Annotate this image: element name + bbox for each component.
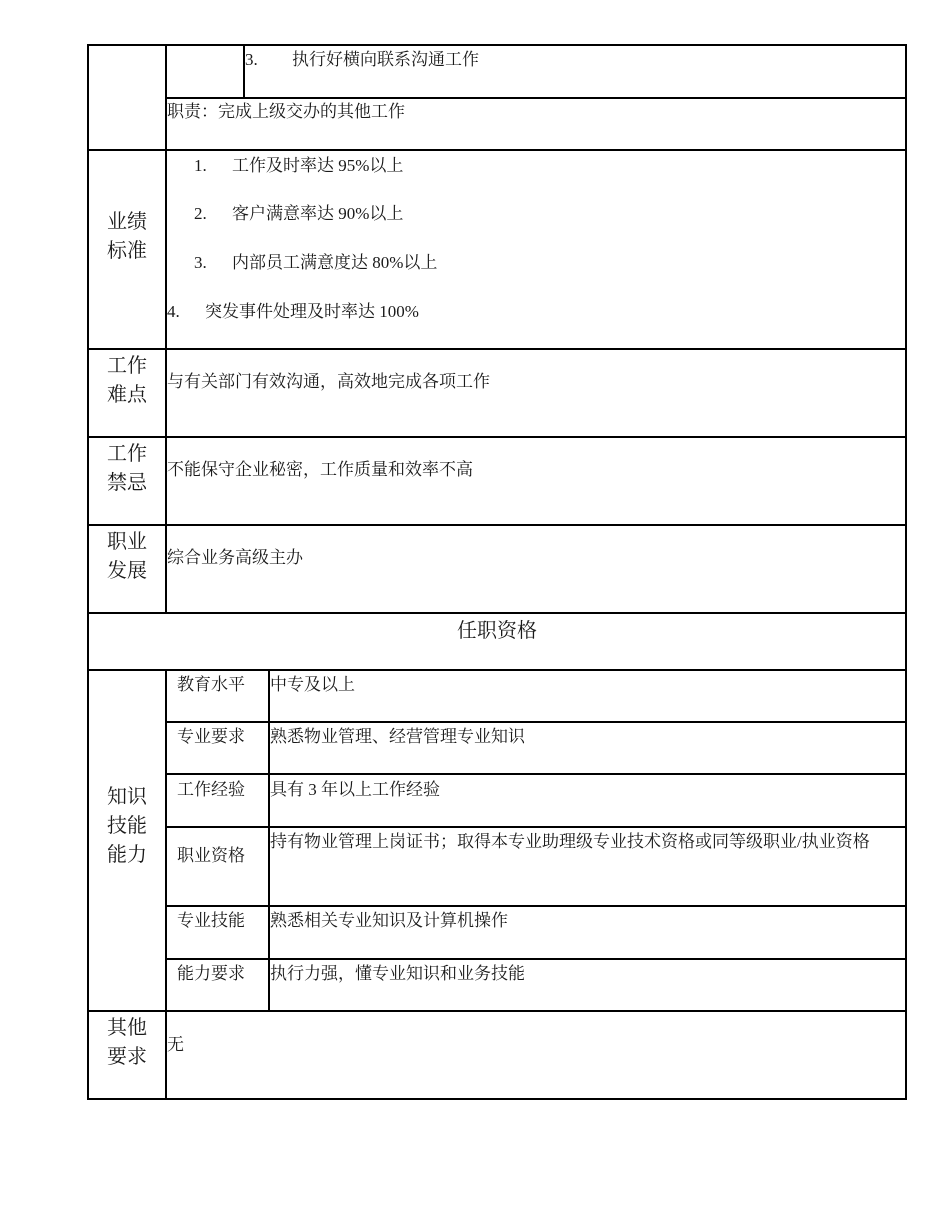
row-divider-performance [87,149,907,151]
knowledge-row-divider-4 [165,905,906,907]
row-divider-other [87,1010,907,1012]
knowledge-label-line2: 技能 [107,815,147,837]
difficulty-label-line1: 工作 [107,355,147,377]
knowledge-row-4-label: 职业资格 [177,846,245,865]
taboo-label [88,440,166,498]
table-border-right [905,44,907,1099]
performance-item-2-text: 客户满意率达 90%以上 [232,204,404,223]
difficulty-text: 与有关部门有效沟通，高效地完成各项工作 [167,372,490,391]
career-text: 综合业务高级主办 [167,548,303,567]
knowledge-row-divider-2 [165,773,906,775]
performance-item-3 [194,251,437,275]
difficulty-label [88,352,166,410]
row-divider-duty [165,97,906,99]
performance-label-line1: 业绩 [107,211,147,233]
knowledge-row-3-label: 工作经验 [177,780,245,799]
item3-number: 3. [245,50,258,69]
performance-item-3-num: 3. [194,253,207,272]
qualification-header: 任职资格 [457,620,537,642]
performance-item-1 [194,154,403,178]
performance-item-1-num: 1. [194,156,207,175]
knowledge-row-3-value: 具有 3 年以上工作经验 [270,780,440,799]
knowledge-row-2-value: 熟悉物业管理、经营管理专业知识 [270,727,525,746]
row-divider-taboo [87,436,907,438]
knowledge-row-1-label: 教育水平 [177,675,245,694]
knowledge-row-5-label: 专业技能 [177,911,245,930]
performance-label [88,208,166,266]
row-divider-knowledge [87,669,907,671]
performance-item-4-num: 4. [167,302,180,321]
taboo-label-line2: 禁忌 [107,472,147,494]
knowledge-row-divider-1 [165,721,906,723]
taboo-label-line1: 工作 [107,443,147,465]
knowledge-label [88,783,166,870]
knowledge-row-2-label: 专业要求 [177,727,245,746]
taboo-text: 不能保守企业秘密，工作质量和效率不高 [167,460,473,479]
other-label-line1: 其他 [107,1017,147,1039]
performance-item-1-text: 工作及时率达 95%以上 [232,156,404,175]
performance-label-line2: 标准 [107,240,147,262]
knowledge-row-1-value: 中专及以上 [270,675,355,694]
row-divider-career [87,524,907,526]
knowledge-row-5-value: 熟悉相关专业知识及计算机操作 [270,911,508,930]
other-label [88,1014,166,1072]
knowledge-row-divider-5 [165,958,906,960]
performance-item-2-num: 2. [194,204,207,223]
career-label-line1: 职业 [107,531,147,553]
other-label-line2: 要求 [107,1046,147,1068]
knowledge-label-line3: 能力 [107,844,147,866]
performance-item-4 [167,300,419,324]
row-divider-qualification [87,612,907,614]
knowledge-row-4-value: 持有物业管理上岗证书；取得本专业助理级专业技术资格或同等级职业/执业资格 [270,832,870,851]
career-label [88,528,166,586]
item3-text: 执行好横向联系沟通工作 [292,50,479,69]
other-text: 无 [167,1035,184,1054]
difficulty-label-line2: 难点 [107,384,147,406]
table-border-bottom [87,1098,907,1100]
career-label-line2: 发展 [107,560,147,582]
knowledge-label-line1: 知识 [107,786,147,808]
knowledge-row-6-label: 能力要求 [177,964,245,983]
table-border-top [87,44,907,46]
performance-item-2 [194,202,403,226]
performance-item-3-text: 内部员工满意度达 80%以上 [232,253,438,272]
knowledge-row-6-value: 执行力强，懂专业知识和业务技能 [270,964,525,983]
performance-item-4-text: 突发事件处理及时率达 100% [205,302,419,321]
duty-text: 职责：完成上级交办的其他工作 [167,102,405,121]
knowledge-row-divider-3 [165,826,906,828]
row-divider-difficulty [87,348,907,350]
